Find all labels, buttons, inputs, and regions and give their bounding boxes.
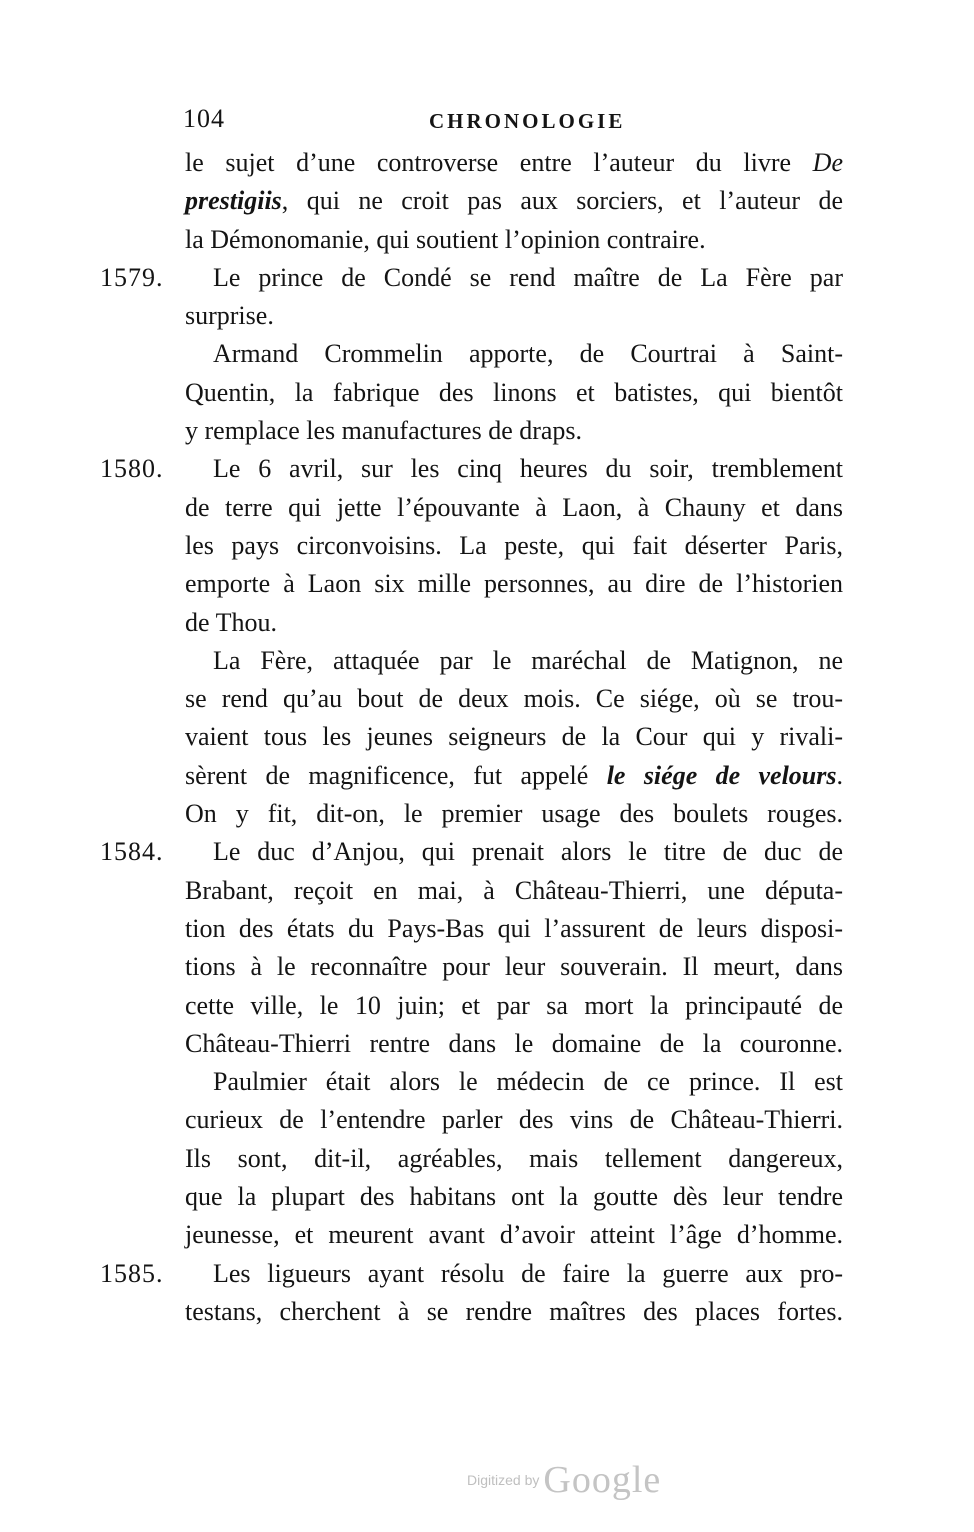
text-line — [0, 412, 974, 450]
text-line — [0, 604, 974, 642]
text-segment: de terre qui jette l’épouvante à Laon, à Chauny et dans — [185, 492, 843, 522]
text-line — [0, 795, 974, 833]
text-line — [0, 833, 974, 871]
line-text — [213, 335, 843, 373]
line-text — [185, 1140, 843, 1178]
line-text — [185, 1216, 843, 1254]
text-line — [0, 1101, 974, 1139]
line-text — [185, 565, 843, 603]
line-text — [185, 987, 843, 1025]
line-text — [185, 1101, 843, 1139]
text-segment: Paulmier était alors le médecin de ce prince. Il est — [213, 1067, 843, 1097]
text-segment: Château-Thierri rentre dans le domaine de la couronne. — [185, 1028, 843, 1058]
text-line — [0, 872, 974, 910]
text-segment: Armand Crommelin apporte, de Courtrai à Saint- — [213, 339, 843, 369]
line-text — [185, 1178, 843, 1216]
text-line — [0, 374, 974, 412]
text-segment: surprise. — [185, 301, 274, 331]
text-line — [0, 221, 974, 259]
line-text — [185, 412, 843, 450]
text-line — [0, 489, 974, 527]
line-text — [185, 757, 843, 795]
line-text — [185, 1293, 843, 1331]
watermark-logo: Google — [543, 1459, 662, 1501]
line-text — [185, 948, 843, 986]
text-segment: testans, cherchent à se rendre maîtres des places fortes. — [185, 1296, 843, 1326]
line-text — [213, 259, 843, 297]
text-segment: les pays circonvoisins. La peste, qui fait déserter Paris, — [185, 530, 843, 560]
text-line — [0, 1293, 974, 1331]
text-line — [0, 1216, 974, 1254]
text-segment: Les ligueurs ayant résolu de faire la guerre aux pro- — [213, 1258, 843, 1288]
line-text — [213, 833, 843, 871]
running-title: CHRONOLOGIE — [429, 109, 626, 133]
text-segment: sèrent de magnificence, fut appelé — [185, 760, 607, 790]
text-line — [0, 1178, 974, 1216]
year-marker: 1579. — [100, 262, 164, 292]
line-text — [213, 642, 843, 680]
text-segment: . — [836, 760, 843, 790]
emphasis-text: prestigiis — [185, 186, 282, 216]
year-marker: 1584. — [100, 837, 164, 867]
text-line — [0, 297, 974, 335]
text-segment: Le 6 avril, sur les cinq heures du soir, tremblement — [213, 454, 843, 484]
text-segment: jeunesse, et meurent avant d’avoir atteint l’âge d’homme. — [185, 1220, 843, 1250]
text-line — [0, 718, 974, 756]
line-text — [213, 1255, 843, 1293]
line-text — [213, 450, 843, 488]
body-text — [0, 144, 974, 1331]
line-text — [185, 144, 843, 182]
text-line — [0, 1255, 974, 1293]
text-line — [0, 335, 974, 373]
text-line — [0, 910, 974, 948]
line-text — [185, 718, 843, 756]
line-text — [185, 872, 843, 910]
page-number: 104 — [183, 104, 225, 133]
text-segment: Brabant, reçoit en mai, à Château-Thierri, une députa- — [185, 875, 843, 905]
line-text — [185, 489, 843, 527]
text-segment: tion des états du Pays-Bas qui l’assurent de leurs disposi- — [185, 913, 843, 943]
text-segment: cette ville, le 10 juin; et par sa mort la principauté de — [185, 990, 843, 1020]
line-text — [185, 374, 843, 412]
year-marker: 1585. — [100, 1258, 164, 1288]
text-segment: Ils sont, dit-il, agréables, mais tellement dangereux, — [185, 1143, 843, 1173]
line-text — [185, 1025, 843, 1063]
text-line — [0, 1063, 974, 1101]
line-text — [213, 1063, 843, 1101]
text-segment: vaient tous les jeunes seigneurs de la Cour qui y rivali- — [185, 722, 843, 752]
text-line — [0, 144, 974, 182]
text-line — [0, 1140, 974, 1178]
running-head — [183, 104, 645, 136]
text-segment: Le prince de Condé se rend maître de La Fère par — [213, 262, 843, 292]
text-segment: , qui ne croit pas aux sorciers, et l’auteur de — [281, 186, 843, 216]
line-text — [185, 221, 843, 259]
watermark-prefix: Digitized by — [467, 1472, 540, 1488]
text-segment: On y fit, dit-on, le premier usage des boulets rouges. — [185, 799, 843, 829]
text-segment: tions à le reconnaître pour leur souverain. Il meurt, dans — [185, 952, 843, 982]
text-line — [0, 1025, 974, 1063]
text-line — [0, 680, 974, 718]
emphasis-text: De — [812, 148, 843, 177]
text-segment: Le duc d’Anjou, qui prenait alors le titre de duc de — [213, 837, 843, 867]
text-segment: la Démonomanie, qui soutient l’opinion contraire. — [185, 224, 706, 254]
text-segment: Quentin, la fabrique des linons et batistes, qui bientôt — [185, 377, 843, 407]
line-text — [185, 297, 843, 335]
text-segment: curieux de l’entendre parler des vins de Château-Thierri. — [185, 1105, 843, 1135]
digitization-watermark — [467, 1458, 661, 1508]
text-line — [0, 450, 974, 488]
emphasis-text: le siége de velours — [606, 760, 837, 790]
text-line — [0, 527, 974, 565]
line-text — [185, 795, 843, 833]
line-text — [185, 910, 843, 948]
text-line — [0, 182, 974, 220]
text-line — [0, 948, 974, 986]
text-segment: La Fère, attaquée par le maréchal de Matignon, ne — [213, 645, 843, 675]
line-text — [185, 182, 843, 220]
text-line — [0, 987, 974, 1025]
text-segment: de Thou. — [185, 607, 277, 637]
text-segment: emporte à Laon six mille personnes, au dire de l’historien — [185, 569, 843, 599]
text-line — [0, 259, 974, 297]
text-segment: se rend qu’au bout de deux mois. Ce siége, où se trou- — [185, 684, 843, 714]
year-marker: 1580. — [100, 454, 164, 484]
text-line — [0, 757, 974, 795]
line-text — [185, 527, 843, 565]
text-line — [0, 642, 974, 680]
line-text — [185, 604, 843, 642]
text-line — [0, 565, 974, 603]
text-segment: que la plupart des habitans ont la goutte dès leur tendre — [185, 1182, 843, 1212]
line-text — [185, 680, 843, 718]
text-segment: le sujet d’une controverse entre l’auteur du livre — [185, 148, 813, 177]
text-segment: y remplace les manufactures de draps. — [185, 416, 583, 446]
